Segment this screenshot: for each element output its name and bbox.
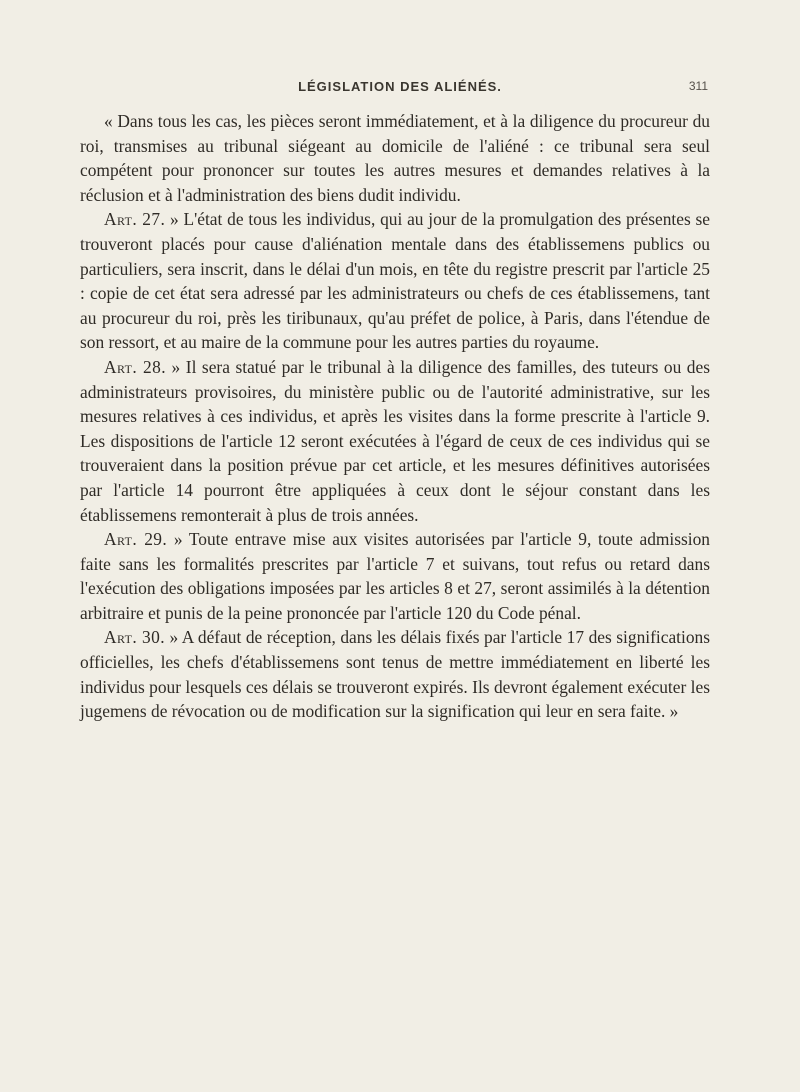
body-text [80, 109, 710, 724]
article-paragraph [80, 527, 710, 625]
running-title: LÉGISLATION DES ALIÉNÉS. [298, 79, 502, 94]
article-label: Art. 28. [104, 356, 166, 377]
paragraph-text: « Dans tous les cas, les pièces seront immédiatement, et à la diligence du procureur du roi, transmises au tribunal siégeant au domicile de l'aliéné : ce tribunal sera seul compétent pour prononcer sur toutes les autres mesures et demandes relatives à la réclusion et à l'administration des biens dudit individu. [80, 111, 710, 205]
page-header [0, 77, 800, 101]
paragraph-text: » A défaut de réception, dans les délais fixés par l'article 17 des significations officielles, les chefs d'établissemens sont tenus de mettre immédiatement en liberté les individus pour lesquels ces délais se trouveront expirés. Ils devront également exécuter les jugemens de révocation ou de modification sur la signification qui leur en sera faite. » [80, 627, 710, 722]
article-paragraph [80, 355, 710, 527]
paragraph-text: » Toute entrave mise aux visites autorisées par l'article 9, toute admission faite sans les formalités prescrites par l'article 7 et suivans, tout refus ou retard dans l'exécution des obligations imposées par les articles 8 et 27, seront assimilés à la détention arbitraire et punis de la peine prononcée par l'article 120 du Code pénal. [80, 529, 711, 623]
page-number: 311 [688, 79, 708, 93]
paragraph [80, 109, 710, 207]
paragraph-text: » Il sera statué par le tribunal à la diligence des familles, des tuteurs ou des administrateurs provisoires, du ministère public ou de l'autorité administrative, sur les mesures relatives à ces individus, et après les visites dans la forme prescrite à l'article 9. Les dispositions de l'article 12 seront exécutées à l'égard de ceux de ces individus qui se trouveraient dans la position prévue par cet article, et les mesures définitives autorisées par l'article 14 pourront être appliquées à ceux dont le séjour constant dans les établissemens remonterait à plus de trois années. [80, 356, 710, 525]
article-paragraph [80, 207, 710, 355]
article-label: Art. 30. [104, 627, 165, 648]
paragraph-text: » L'état de tous les individus, qui au jour de la promulgation des présentes se trouveront placés pour cause d'aliénation mentale dans des établissemens publics ou particuliers, sera inscrit, dans le délai d'un mois, en tête du registre prescrit par l'article 25 : copie de cet état sera adressé par les administrateurs ou chefs de ces établissemens, tant au procureur du roi, près les tiribunaux, qu'au préfet de police, à Paris, dans l'étendue de son ressort, et au maire de la commune pour les autres parties du royaume. [80, 209, 710, 353]
article-label: Art. 27. [104, 209, 166, 230]
article-label: Art. 29. [104, 529, 168, 550]
article-paragraph [80, 625, 710, 723]
